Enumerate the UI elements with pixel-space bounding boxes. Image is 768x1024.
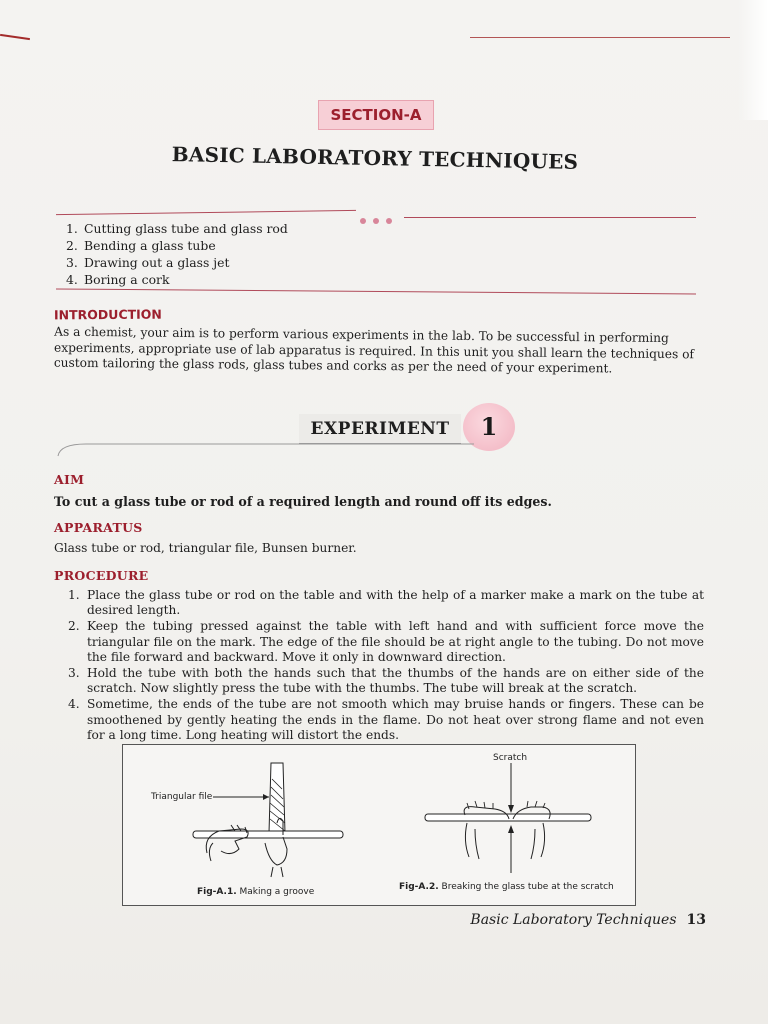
label-triangular-file: Triangular file	[151, 792, 213, 802]
experiment-swoosh	[56, 440, 476, 460]
page-footer	[430, 912, 706, 928]
figure-panel	[122, 744, 636, 906]
glass-tube-illustration	[123, 745, 635, 905]
aim-heading: AIM	[54, 472, 85, 487]
topic-item: 1. Cutting glass tube and glass rod	[66, 221, 288, 236]
page-corner-glare	[738, 0, 768, 120]
procedure-step: 3. Hold the tube with both the hands such that the thumbs of the hands are on either side of the scratch. Now slightly press the tube with the thumbs. The tube will break at the scratch.	[68, 666, 704, 696]
procedure-step: 2. Keep the tubing pressed against the table with left hand and with sufficient force move the triangular file on the mark. The edge of the file should be at right angle to the tubing. Do not move the file forward and backward. Move it only in downward direction.	[68, 619, 704, 665]
procedure-step: 1. Place the glass tube or rod on the table and with the help of a marker make a mark on the tube at desired length.	[68, 588, 704, 618]
introduction-text: As a chemist, your aim is to perform various experiments in the lab. To be successful in performing experiments, appropriate use of lab apparatus is required. In this unit you shall learn the techniques of custom tailoring the glass rods, glass tubes and corks as per the need of your experiment.	[53, 324, 695, 376]
title-rule-left	[56, 210, 356, 215]
page-edge-mark	[0, 34, 30, 40]
title-rule-right	[404, 217, 696, 218]
chapter-title: BASIC LABORATORY TECHNIQUES	[171, 142, 579, 174]
caption-fig-a2: Fig-A.2. Breaking the glass tube at the scratch	[399, 882, 614, 892]
ornament-dots	[360, 209, 400, 217]
experiment-number: 1	[463, 403, 515, 451]
label-scratch: Scratch	[493, 753, 528, 763]
caption-fig-a1: Fig-A.1. Making a groove	[197, 887, 315, 897]
procedure-step: 4. Sometime, the ends of the tube are not smooth which may bruise hands or fingers. These can be smoothened by gently heating the ends in the flame. Do not heat over strong flame and not even for a long time. Long heating will distort the ends.	[68, 697, 704, 743]
aim-text: To cut a glass tube or rod of a required length and round off its edges.	[54, 494, 552, 509]
topic-item: 3. Drawing out a glass jet	[66, 255, 230, 270]
page-edge-line	[470, 37, 730, 38]
apparatus-text: Glass tube or rod, triangular file, Bunsen burner.	[54, 541, 357, 555]
experiment-label: EXPERIMENT	[299, 414, 461, 444]
procedure-heading: PROCEDURE	[54, 568, 149, 583]
apparatus-heading: APPARATUS	[54, 520, 143, 535]
procedure-steps	[68, 588, 704, 744]
topic-item: 4. Boring a cork	[66, 272, 170, 287]
topics-rule	[56, 288, 696, 294]
page-number: 13	[686, 912, 706, 928]
topic-list	[66, 220, 288, 288]
running-title: Basic Laboratory Techniques	[470, 912, 677, 928]
topic-item: 2. Bending a glass tube	[66, 238, 216, 253]
section-badge: SECTION-A	[318, 100, 434, 130]
introduction-heading: INTRODUCTION	[53, 306, 162, 323]
